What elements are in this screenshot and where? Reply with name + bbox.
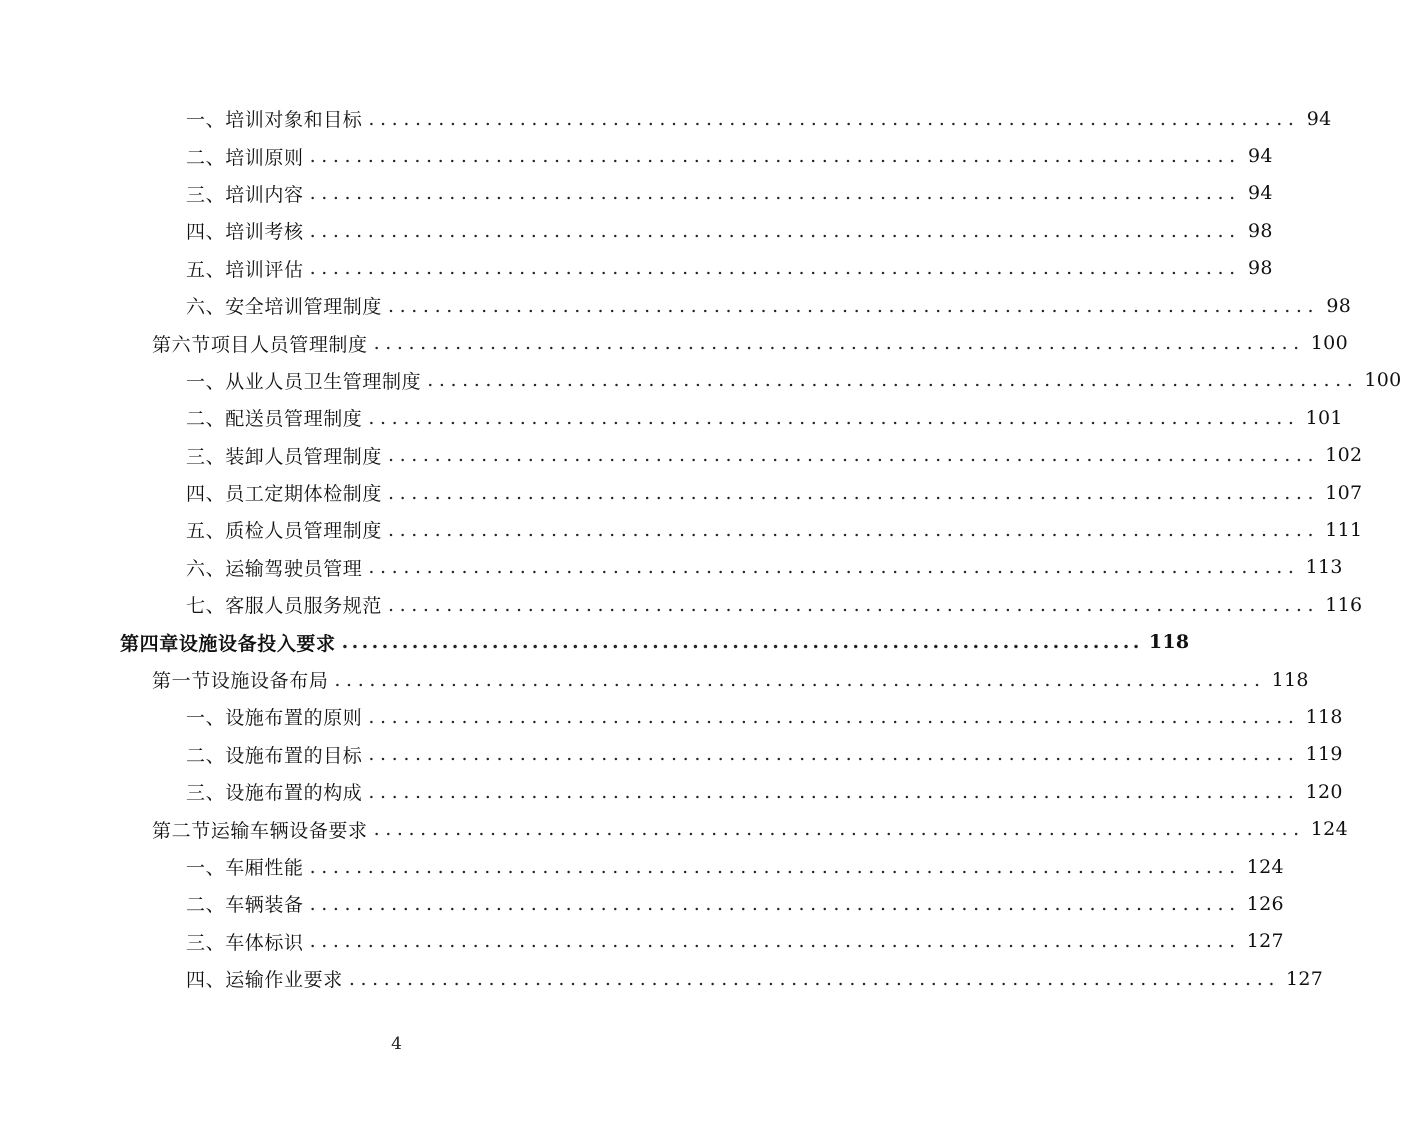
toc-entry-section: [0, 661, 1309, 698]
toc-entry-title: 设施设备投入要求: [178, 632, 336, 655]
toc-entry-chapter: [0, 623, 1190, 660]
toc-entry-number: 四、: [186, 969, 226, 992]
toc-entry-number: 一、: [186, 857, 226, 879]
toc-entry-title: 培训考核: [225, 221, 304, 244]
toc-entry-item: [0, 698, 1343, 735]
toc-entry-title: 质检人员管理制度: [225, 520, 383, 543]
toc-entry-number: 六、: [186, 557, 226, 580]
toc-entry-number: 七、: [186, 595, 226, 618]
toc-entry-item: [0, 923, 1284, 960]
toc-entry-page: 119: [1305, 743, 1343, 766]
toc-entry-number: 五、: [186, 258, 226, 281]
toc-entry-title: 设施布置的构成: [225, 782, 363, 805]
toc-entry-number: 五、: [186, 520, 226, 543]
toc-entry-title: 员工定期体检制度: [225, 483, 383, 506]
toc-entry-title: 培训原则: [225, 146, 304, 169]
toc-entry-page: 94: [1248, 145, 1273, 168]
toc-entry-title: 运输驾驶员管理: [225, 557, 363, 580]
toc-entry-item: [0, 250, 1273, 287]
toc-entry-title: 设施设备布局: [210, 670, 329, 693]
toc-entry-number: 二、: [186, 744, 226, 767]
toc-entry-page: 127: [1246, 930, 1284, 953]
toc-entry-number: 一、: [186, 370, 226, 393]
toc-entry-number: 六、: [186, 296, 226, 319]
toc-entry-page: 102: [1325, 444, 1363, 467]
toc-entry-page: 124: [1310, 818, 1348, 841]
toc-dot-leader: ................................................................................: [309, 219, 1241, 242]
toc-entry-page: 118: [1305, 705, 1343, 728]
toc-dot-leader: ................................................................................: [309, 855, 1241, 878]
toc-entry-number: 第二节: [152, 819, 211, 842]
toc-entry-item: [0, 137, 1273, 174]
toc-entry-page: 100: [1364, 369, 1402, 392]
toc-entry-item: [0, 549, 1343, 586]
toc-entry-title: 客服人员服务规范: [225, 595, 383, 618]
toc-entry-title: 安全培训管理制度: [225, 296, 383, 319]
toc-entry-title: 设施布置的目标: [225, 744, 363, 767]
toc-dot-leader: ................................................................................: [373, 332, 1305, 355]
toc-entry-item: [0, 437, 1363, 474]
toc-entry-item: [0, 586, 1363, 623]
toc-entry-page: 113: [1305, 556, 1343, 579]
toc-entry-title: 培训评估: [225, 258, 304, 281]
toc-entry-number: 三、: [186, 445, 226, 468]
toc-dot-leader: ................................................................................: [368, 743, 1300, 766]
toc-entry-page: 98: [1326, 294, 1352, 317]
toc-dot-leader: ................................................................................: [368, 107, 1300, 130]
toc-entry-page: 111: [1325, 518, 1363, 541]
toc-entry-item: [0, 773, 1343, 810]
toc-entry-item: [0, 736, 1343, 773]
toc-entry-title: 配送员管理制度: [225, 408, 363, 431]
toc-dot-leader: ................................................................................: [388, 444, 1320, 467]
toc-dot-leader: ................................................................................: [309, 892, 1241, 915]
toc-entry-section: [0, 324, 1348, 361]
toc-dot-leader: ................................................................................: [309, 930, 1241, 953]
toc-entry-number: 第一节: [152, 670, 211, 693]
toc-entry-title: 装卸人员管理制度: [225, 445, 383, 468]
toc-dot-leader: ................................................................................: [309, 182, 1241, 205]
toc-entry-item: [0, 885, 1284, 922]
toc-entry-title: 从业人员卫生管理制度: [225, 370, 422, 393]
toc-entry-page: 116: [1325, 593, 1363, 616]
toc-entry-title: 运输作业要求: [225, 969, 343, 992]
toc-entry-title: 培训内容: [225, 183, 304, 206]
toc-entry-number: 第六节: [152, 333, 211, 356]
toc-entry-page: 98: [1248, 219, 1273, 242]
toc-entry-page: 107: [1325, 481, 1363, 504]
toc-entry-number: 第四章: [120, 632, 179, 655]
toc-dot-leader: ................................................................................: [341, 631, 1143, 654]
toc-entry-number: 二、: [186, 894, 226, 917]
toc-entry-page: 126: [1246, 892, 1284, 915]
toc-dot-leader: ................................................................................: [368, 780, 1300, 803]
toc-entry-title: 车厢性能: [225, 857, 304, 879]
toc-entry-title: 培训对象和目标: [225, 109, 363, 132]
toc-entry-item: [0, 848, 1284, 885]
toc-dot-leader: ................................................................................: [427, 369, 1359, 392]
toc-entry-number: 二、: [186, 146, 226, 169]
toc-dot-leader: ................................................................................: [388, 481, 1320, 504]
toc-entry-page: 98: [1248, 257, 1273, 280]
toc-entry-page: 94: [1306, 107, 1332, 130]
toc-entry-page: 101: [1305, 406, 1343, 429]
toc-entry-page: 127: [1285, 967, 1324, 990]
table-of-contents: [0, 100, 1402, 997]
toc-dot-leader: ................................................................................: [368, 406, 1300, 429]
toc-entry-title: 项目人员管理制度: [210, 333, 368, 356]
toc-entry-title: 车体标识: [225, 931, 304, 954]
toc-entry-item: [0, 212, 1273, 249]
toc-entry-title: 车辆装备: [225, 894, 304, 917]
toc-dot-leader: ................................................................................: [388, 518, 1320, 541]
toc-entry-item: [0, 362, 1402, 399]
toc-entry-number: 一、: [186, 109, 226, 132]
toc-entry-page: 118: [1148, 631, 1190, 654]
toc-entry-page: 100: [1310, 332, 1348, 355]
toc-entry-page: 118: [1271, 668, 1309, 691]
toc-entry-number: 一、: [186, 707, 226, 730]
toc-entry-item: [0, 960, 1324, 997]
toc-entry-title: 设施布置的原则: [225, 707, 363, 730]
toc-dot-leader: ................................................................................: [309, 257, 1241, 280]
toc-entry-section: [0, 810, 1348, 847]
toc-dot-leader: ................................................................................: [388, 294, 1320, 317]
page-number: 4: [391, 1034, 402, 1054]
toc-entry-item: [0, 175, 1273, 212]
toc-dot-leader: ................................................................................: [309, 145, 1241, 168]
toc-entry-item: [0, 511, 1363, 548]
toc-entry-item: [0, 399, 1343, 436]
toc-entry-page: 120: [1305, 780, 1343, 803]
toc-dot-leader: ................................................................................: [368, 556, 1300, 579]
toc-entry-number: 二、: [186, 408, 226, 431]
toc-entry-item: [0, 287, 1352, 324]
toc-entry-number: 三、: [186, 183, 226, 206]
toc-dot-leader: ................................................................................: [373, 818, 1305, 841]
toc-dot-leader: ................................................................................: [388, 593, 1320, 616]
toc-entry-number: 四、: [186, 483, 226, 506]
toc-entry-page: 124: [1246, 855, 1284, 878]
toc-entry-title: 运输车辆设备要求: [210, 819, 368, 842]
toc-entry-number: 四、: [186, 221, 226, 244]
toc-entry-item: [0, 474, 1363, 511]
toc-dot-leader: ................................................................................: [368, 705, 1300, 728]
toc-entry-page: 94: [1248, 182, 1273, 205]
toc-dot-leader: ................................................................................: [334, 668, 1266, 691]
toc-dot-leader: ................................................................................: [348, 967, 1280, 990]
toc-entry-number: 三、: [186, 931, 226, 954]
toc-entry-item: [0, 100, 1332, 137]
toc-entry-number: 三、: [186, 782, 226, 805]
